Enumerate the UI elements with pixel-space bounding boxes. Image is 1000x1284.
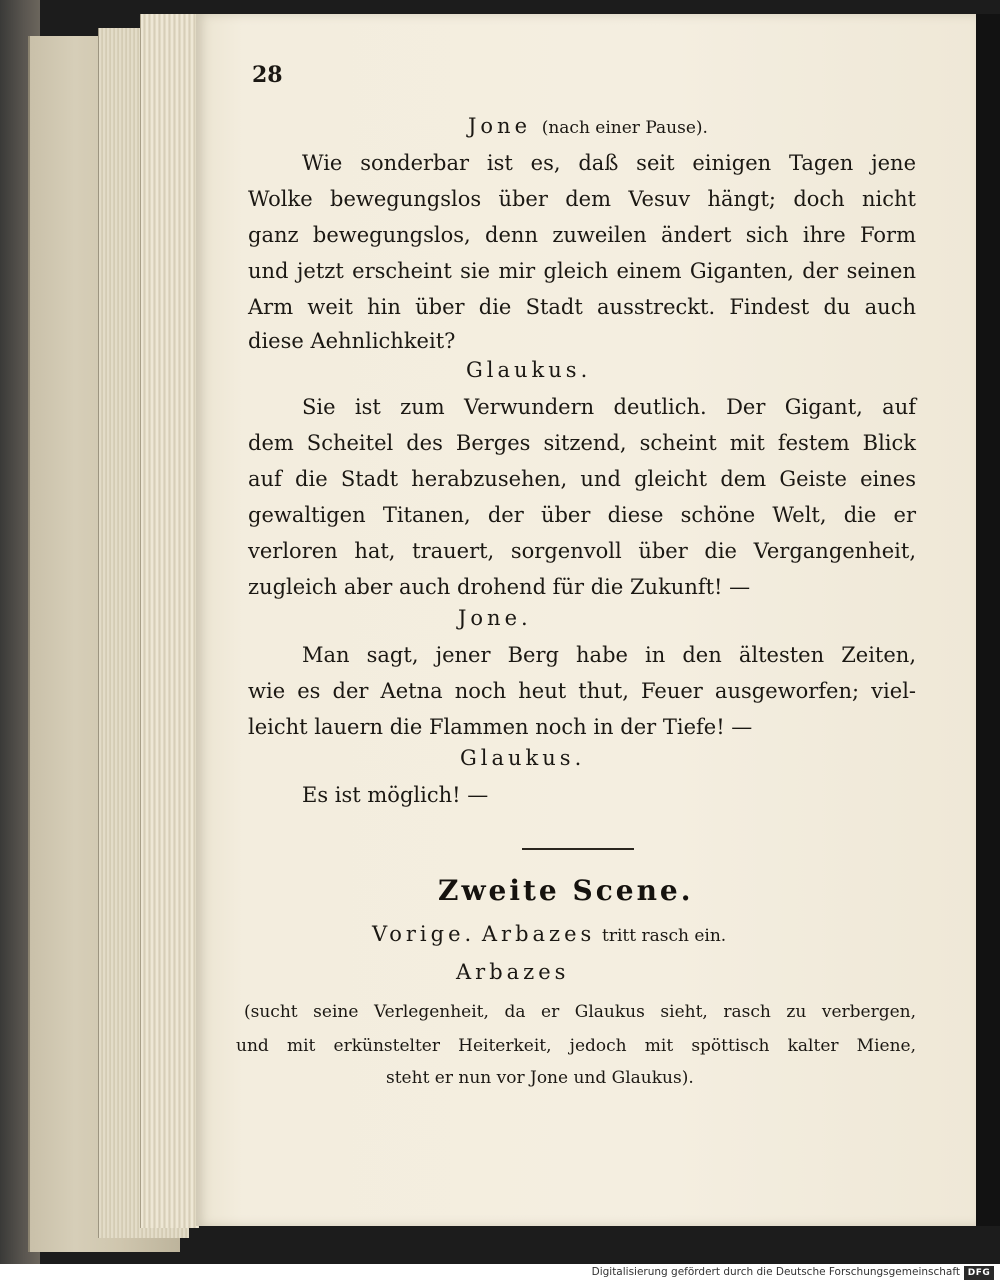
text-line: auf die Stadt herabzusehen, und gleicht dem Geiste eines: [248, 467, 916, 491]
dfg-logo: DFG: [964, 1266, 994, 1280]
text-line: Wolke bewegungslos über dem Vesuv hängt; doch nicht: [248, 187, 916, 211]
page-stack-edge: [140, 14, 199, 1228]
text-line: Sie ist zum Verwundern deutlich. Der Gigant, auf: [302, 395, 916, 419]
digitization-credit: Digitalisierung gefördert durch die Deutsche Forschungsgemeinschaft: [591, 1266, 960, 1278]
text-line: Man sagt, jener Berg habe in den ältesten Zeiten,: [302, 643, 916, 667]
scan-background-right: [976, 14, 1000, 1226]
cast-entering: Arbazes: [481, 922, 596, 946]
speaker-glaukus-2: Glaukus.: [460, 746, 586, 770]
text-line: gewaltigen Titanen, der über diese schöne Welt, die er: [248, 503, 916, 527]
text-line: Wie sonderbar ist es, daß seit einigen Tagen jene: [302, 151, 916, 175]
stage-direction-line: und mit erkünstelter Heiterkeit, jedoch mit spöttisch kalter Miene,: [236, 1036, 916, 1056]
text-line: Arm weit hin über die Stadt ausstreckt. Findest du auch: [248, 295, 916, 319]
cast-line: [372, 922, 726, 946]
speaker-arbazes: Arbazes: [456, 960, 570, 984]
text-line: verloren hat, trauert, sorgenvoll über die Vergangenheit,: [248, 539, 916, 563]
stage-direction-line: (sucht seine Verlegenheit, da er Glaukus sieht, rasch zu verbergen,: [244, 1002, 916, 1022]
page-number: 28: [252, 62, 283, 88]
text-line: zugleich aber auch drohend für die Zukunft! —: [248, 575, 751, 599]
text-line: wie es der Aetna noch heut thut, Feuer ausgeworfen; viel-: [248, 679, 916, 703]
text-line: und jetzt erscheint sie mir gleich einem Giganten, der seinen: [248, 259, 916, 283]
speaker-glaukus-1: Glaukus.: [466, 358, 592, 382]
text-line: Es ist möglich! —: [302, 783, 489, 807]
cast-present: Vorige.: [372, 922, 476, 946]
scene-title: Zweite Scene.: [438, 874, 694, 907]
speaker-jone-1: [468, 114, 708, 138]
section-divider: [522, 848, 634, 850]
text-line: dem Scheitel des Berges sitzend, scheint mit festem Blick: [248, 431, 916, 455]
cast-action: tritt rasch ein.: [602, 926, 727, 946]
speaker-jone-2: Jone.: [458, 606, 532, 630]
text-line: ganz bewegungslos, denn zuweilen ändert sich ihre Form: [248, 223, 916, 247]
stage-note: (nach einer Pause).: [541, 118, 708, 138]
text-line: leicht lauern die Flammen noch in der Tiefe! —: [248, 715, 753, 739]
speaker-name: Jone: [468, 114, 532, 138]
stage-direction-line: steht er nun vor Jone und Glaukus).: [386, 1068, 694, 1088]
text-line: diese Aehnlichkeit?: [248, 329, 456, 353]
